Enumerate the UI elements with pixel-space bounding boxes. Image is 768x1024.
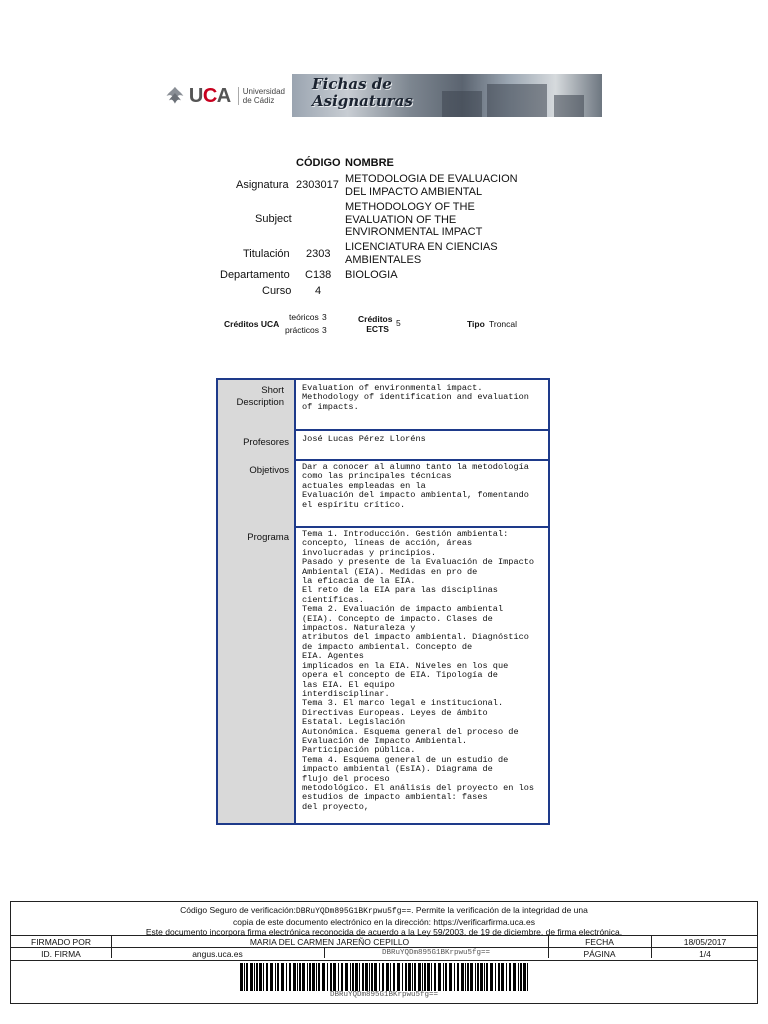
pagina-label: PÁGINA [583,949,616,959]
programa-label: Programa [247,532,289,543]
creditos-uca-label: Créditos UCA [224,319,280,329]
uca-logo [165,78,285,114]
barcode-caption: DBRuYQDm895G1BKrpwu5fg== [329,991,439,999]
id-firma-code: DBRuYQDm895G1BKrpwu5fg== [381,949,491,957]
subject-name: METHODOLOGY OF THE EVALUATION OF THE ENVIRONMENTAL IMPACT [345,201,483,238]
teoricos-value: 3 [322,312,327,322]
col-header-codigo: CÓDIGO [296,157,341,169]
objetivos-text: Dar a conocer al alumno tanto la metodología como las principales técnicas actuales empleadas en la Evaluación del impacto ambiental, fomentando el espíritu crítico. [302,462,529,510]
id-firma-label: ID. FIRMA [41,949,81,959]
barcode-icon [240,963,530,991]
pagina-value: 1/4 [699,949,711,959]
university-name: Universidad de Cádiz [238,87,285,105]
teoricos-label: teóricos [289,312,319,322]
titulacion-code: 2303 [306,248,331,260]
titulacion-name: LICENCIATURA EN CIENCIAS AMBIENTALES [345,241,498,266]
programa-text: Tema 1. Introducción. Gestión ambiental: concepto, líneas de acción, áreas involucradas y principios. Pasado y presente de la Evaluación de Impacto Ambiental (EIA). Medidas en pro de la eficacia de la EIA. El reto de la EIA para las disciplinas científicas. Tema 2. Evaluación de impacto ambiental (EIA). Concepto de impacto. Clases de impactos. Naturaleza y atributos del impacto ambiental. Diagnóstico de impacto ambiental. Concepto de EIA. Agentes implicados en la EIA. Niveles en los que opera el concepto de EIA. Tipología de las EIA. El equipo interdisciplinar. Tema 3. El marco legal e institucional. Directivas Europeas. Leyes de ámbito Estatal. Legislación Autonómica. Esquema general del proceso de Evaluación de Impacto Ambiental. Participación pública. Tema 4. Esquema general de un estudio de impacto ambiental (EsIA). Diagrama de flujo del proceso metodológico. El análisis del proyecto en los estudios de impacto ambiental: fases del proyecto, [302,529,535,812]
signature-footer [10,901,758,1004]
profesores-text: José Lucas Pérez Lloréns [302,434,426,444]
titulacion-label: Titulación [243,248,290,260]
objetivos-row [218,459,548,528]
short-description-row: Short Description Evaluation of environmental impact. Methodology of identification and evaluation of impacts. [218,380,548,431]
departamento-label: Departamento [220,269,290,281]
subject-label: Subject [255,213,292,225]
fichas-banner [292,74,602,117]
asignatura-code: 2303017 [296,179,339,191]
banner-title: Fichas de Asignaturas [312,75,413,110]
departamento-name: BIOLOGIA [345,269,398,281]
profesores-row [218,429,548,461]
practicos-label: prácticos [285,325,320,335]
tipo-value: Troncal [489,319,518,329]
course-details-table [216,378,550,825]
curso-value: 4 [315,285,322,297]
objetivos-label: Objetivos [249,465,289,476]
id-firma-host: angus.uca.es [192,949,243,959]
short-description-text: Evaluation of environmental impact. Methodology of identification and evaluation of impacts. [302,383,529,412]
curso-label: Curso [262,285,292,297]
programa-row [218,526,548,823]
firmado-por-label: FIRMADO POR [31,937,91,947]
col-header-nombre: NOMBRE [345,157,394,169]
profesores-label: Profesores [243,437,289,448]
departamento-code: C138 [305,269,332,281]
firmado-por-value: MARIA DEL CARMEN JAREÑO CEPILLO [249,937,410,947]
asignatura-label: Asignatura [236,179,289,191]
fecha-value: 18/05/2017 [683,937,727,947]
ects-value: 5 [396,318,401,328]
creditos-ects-label: Créditos ECTS [358,314,393,334]
practicos-value: 3 [322,325,327,335]
asignatura-name: METODOLOGIA DE EVALUACION DEL IMPACTO AMBIENTAL [345,173,518,198]
verification-notice: Código Seguro de verificación:DBRuYQDm895G1BKrpwu5fg==. Permite la verificación de la integridad de una copia de este documento electrónico en la dirección: https://verificarfirma.uca.es Este documento incorpora firma electrónica reconocida de acuerdo a la Ley 59/2003, de 19 de diciembre, de firma electrónica. [145,905,623,937]
fecha-label: FECHA [585,937,614,947]
uca-emblem-icon [165,82,185,110]
tipo-label: Tipo [467,319,485,329]
uca-wordmark: UCA [188,84,231,107]
